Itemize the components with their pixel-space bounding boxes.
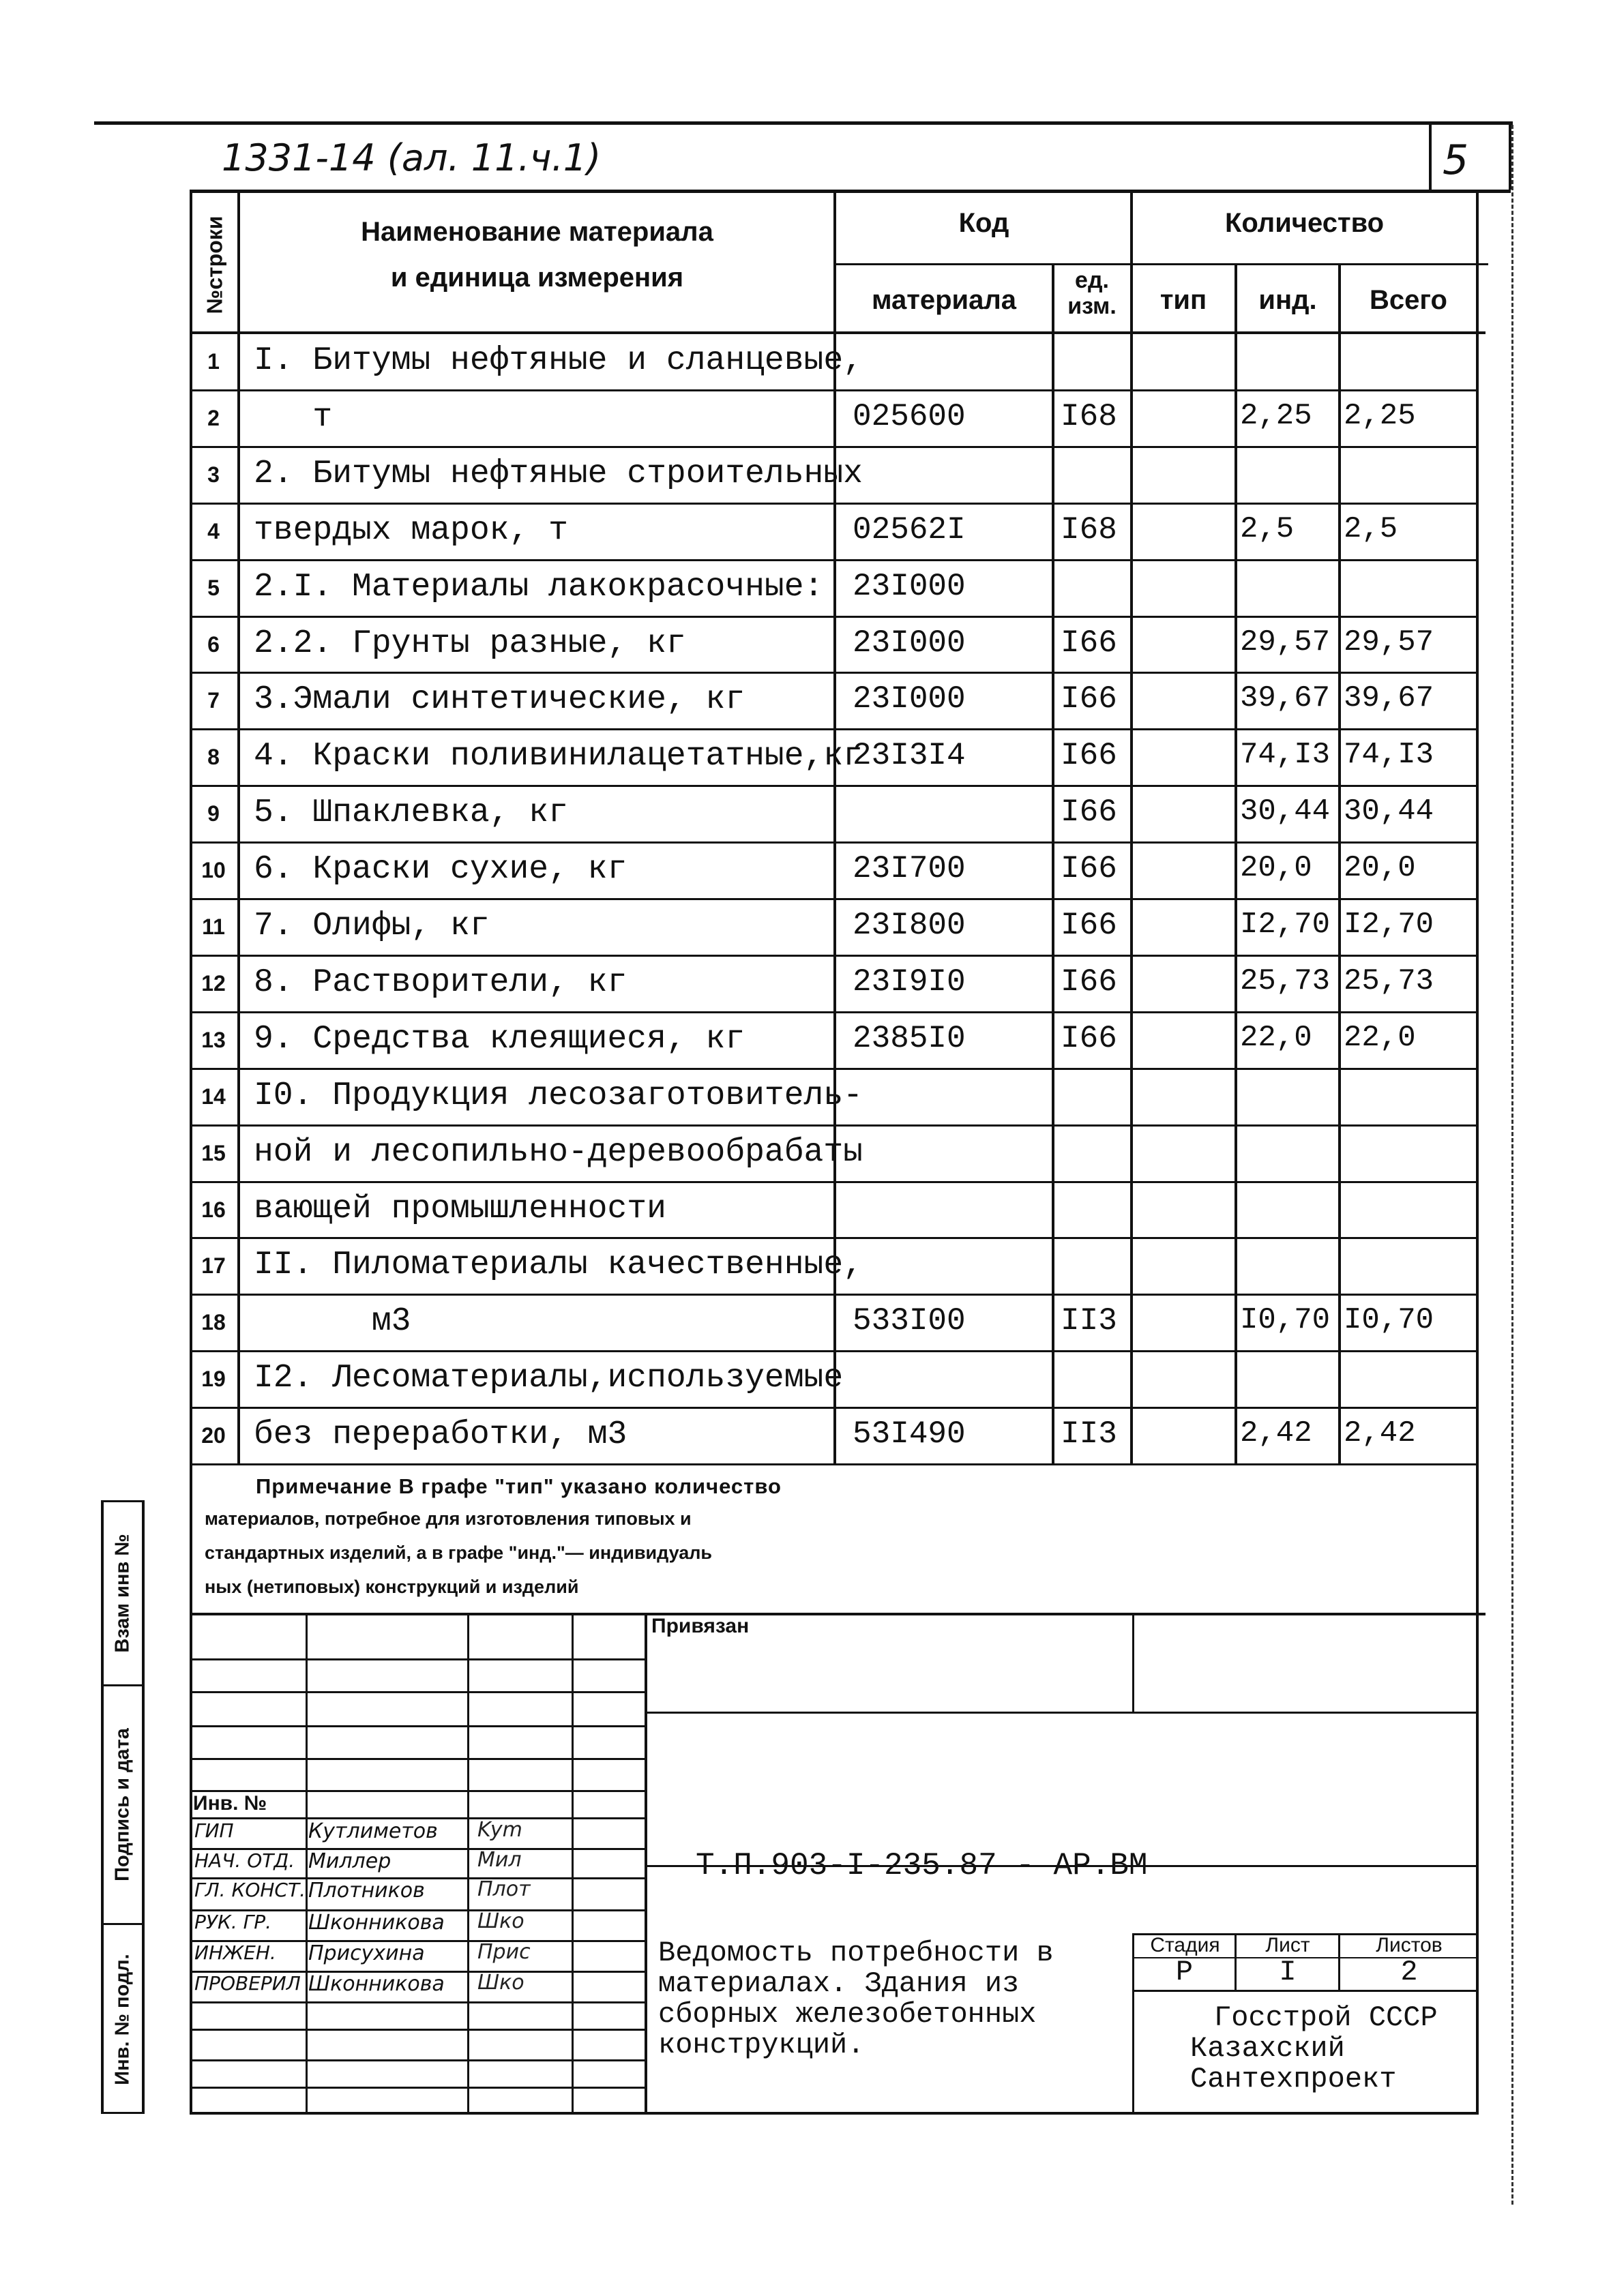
row-cell-code: 025600 [853,399,966,434]
name-header-2: и единица измерения [390,263,684,293]
strip-inner [142,1500,145,2114]
row-cell-ind: 39,67 [1240,681,1331,715]
person-name: Шконникова [308,1972,445,1996]
row-cell-total: 39,67 [1344,681,1434,715]
row-cell-unit: II3 [1061,1303,1117,1339]
row-number: 16 [201,1197,226,1222]
row-cell-total: 2,25 [1344,399,1416,433]
page-number-box-left [1429,125,1432,190]
person-name: Присухина [308,1941,425,1965]
row-separator [190,616,1479,618]
row-cell-ind: 2,42 [1240,1416,1312,1450]
person-role: ИНЖЕН. [194,1941,276,1964]
row-cell-name: I0. Продукция лесозаготовитель- [254,1077,863,1114]
row-number: 4 [207,519,220,543]
title-line-2: материалах. Здания из [658,1967,1020,2000]
row-cell-ind: 20,0 [1240,851,1312,885]
row-cell-ind: I2,70 [1240,908,1331,942]
row-number: 19 [201,1367,226,1391]
row-cell-ind: 30,44 [1240,794,1331,829]
row-separator [190,728,1479,730]
row-cell-name: 2. Битумы нефтяные строительных [254,456,863,492]
rows-header-wrap [191,198,236,331]
row-number: 6 [207,632,220,657]
title-line-1: Ведомость потребности в [658,1937,1054,1969]
strip-outer [101,1500,104,2114]
row-cell-name: вающей промышленности [254,1191,666,1227]
row-cell-total: 74,I3 [1344,738,1434,772]
row-cell-ind: 2,25 [1240,399,1312,433]
stamp-grid-line [190,2001,647,2003]
stamp-right [1476,1465,1479,2114]
vline-rows [237,190,240,1465]
signature: Kym [477,1818,522,1842]
stamp-grid-line [190,2059,647,2061]
row-cell-total: 25,73 [1344,964,1434,998]
row-cell-unit: I66 [1061,681,1117,717]
row-cell-total: 22,0 [1344,1021,1416,1055]
row-cell-ind: 29,57 [1240,625,1331,659]
row-cell-name: 2.I. Материалы лакокрасочные: [254,569,824,606]
row-cell-name: без переработки, м3 [254,1416,627,1453]
row-cell-name: т [254,399,333,436]
title-line-4: конструкций. [658,2029,865,2061]
row-cell-code: 53I490 [853,1416,966,1452]
signature: Прис [477,1940,531,1964]
attached-right [1132,1613,1134,1712]
stamp-grid-line [190,1658,647,1660]
row-cell-ind: 25,73 [1240,964,1331,998]
row-number: 2 [207,406,220,430]
row-cell-code: 23I9I0 [853,964,966,1000]
code-material-header: материала [871,285,1017,315]
row-separator [190,1068,1479,1070]
row-cell-unit: I66 [1061,625,1117,661]
row-separator [190,1181,1479,1183]
row-separator [190,446,1479,448]
row-cell-total: I0,70 [1344,1303,1434,1337]
row-separator [190,785,1479,787]
row-cell-total: I2,70 [1344,908,1434,942]
row-separator [190,898,1479,900]
info-row-3 [1132,1990,1479,1992]
row-cell-name: 7. Олифы, кг [254,908,490,944]
person-role: ГЛ. КОНСТ. [194,1879,306,1901]
row-cell-name: твердых марок, т [254,512,568,549]
signature: Шко [477,1909,524,1933]
row-separator [190,955,1479,957]
note-line-2: материалов, потребное для изготовления типовых и [205,1508,692,1529]
row-number: 15 [201,1141,226,1165]
qty-total-header: Всего [1370,285,1447,315]
margin-dash-line [1511,125,1513,2205]
sheets-value: 2 [1400,1956,1418,1988]
name-header-1: Наименование материала [361,217,713,247]
row-cell-ind: 74,I3 [1240,738,1331,772]
code-header: Код [958,208,1009,238]
row-cell-name: 6. Краски сухие, кг [254,851,627,888]
stamp-col-3 [572,1613,574,2114]
row-cell-name: II. Пиломатериалы качественные, [254,1247,863,1283]
row-cell-unit: I68 [1061,512,1117,548]
row-cell-code: 02562I [853,512,966,548]
row-number: 7 [207,688,220,713]
row-separator [190,1011,1479,1013]
row-cell-unit: I66 [1061,964,1117,1000]
row-cell-name: I. Битумы нефтяные и сланцевые, [254,342,863,379]
top-border [94,121,1513,125]
side-label-2: Подпись и дата [111,1728,134,1881]
signature: Мил [477,1848,522,1872]
note-line-3: стандартных изделий, а в графе "инд."— индивидуаль [205,1542,713,1563]
row-separator [190,841,1479,844]
row-cell-total: 2,42 [1344,1416,1416,1450]
stamp-bottom [190,2112,1479,2115]
row-cell-code: 23I700 [853,851,966,886]
row-cell-name: 3.Эмали синтетические, кг [254,681,745,718]
designation: Т.П.903-I-235.87 - АР.ВМ [696,1848,1148,1883]
row-cell-total: 29,57 [1344,625,1434,659]
sheets-label: Листов [1376,1934,1443,1956]
stamp-grid-line [190,2087,647,2089]
qty-type-header: тип [1159,285,1207,315]
stage-label: Стадия [1150,1934,1220,1956]
doc-ref: 1331-14 (ал. 11.ч.1) [222,136,602,179]
rows-header: №строки [202,215,227,314]
row-cell-code: 23I000 [853,625,966,661]
vline-code [1052,263,1054,1465]
row-number: 5 [207,576,220,600]
person-role: РУК. ГР. [194,1911,272,1933]
row-number: 11 [202,914,225,939]
row-cell-name: 2.2. Грунты разные, кг [254,625,686,662]
row-cell-unit: I68 [1061,399,1117,434]
person-name: Шконникова [308,1911,445,1935]
row-separator [190,1237,1479,1239]
row-separator [190,672,1479,674]
row-separator [190,1407,1479,1409]
person-role: НАЧ. ОТД. [194,1849,295,1872]
signature: Плот [477,1877,531,1901]
stamp-left [190,1465,192,2114]
inv-label: Инв. № [193,1792,267,1815]
row-cell-ind: 22,0 [1240,1021,1312,1055]
row-cell-code: 23I3I4 [853,738,966,773]
row-cell-unit: I66 [1061,1021,1117,1056]
row-cell-unit: I66 [1061,851,1117,886]
person-name: Миллер [308,1849,391,1873]
qty-header: Количество [1224,208,1385,238]
org-line-1: Госстрой СССР [1214,2001,1438,2034]
row-cell-unit: II3 [1061,1416,1117,1452]
row-separator [190,389,1479,391]
row-number: 14 [201,1084,226,1109]
row-cell-name: 5. Шпаклевка, кг [254,794,568,831]
row-cell-name: м3 [254,1303,411,1340]
row-cell-name: I2. Лесоматериалы,используемые [254,1360,844,1397]
row-cell-unit: I66 [1061,908,1117,943]
row-number: 18 [201,1310,226,1335]
sheet-label: Лист [1265,1934,1310,1956]
row-number: 8 [207,745,220,769]
row-cell-ind: 2,5 [1240,512,1295,546]
stamp-top [190,1613,1486,1615]
row-cell-code: 23I800 [853,908,966,943]
row-number: 10 [201,858,226,882]
row-cell-name: ной и лесопильно-деревообрабаты [254,1134,863,1171]
row-number: 13 [201,1028,226,1052]
row-number: 17 [201,1253,226,1278]
row-cell-name: 8. Растворители, кг [254,964,627,1001]
row-separator [190,1350,1479,1352]
row-number: 12 [201,971,226,996]
row-cell-unit: I66 [1061,738,1117,773]
row-cell-unit: I66 [1061,794,1117,830]
row-cell-code: 23I000 [853,681,966,717]
qty-ind-header: инд. [1258,285,1317,315]
person-role: ПРОВЕРИЛ [194,1972,301,1995]
org-line-2: Казахский [1190,2032,1345,2065]
vline-unit [1130,190,1133,1465]
side-label-1: Взам инв № [111,1534,134,1653]
person-role: ГИП [194,1819,234,1842]
row-cell-total: 2,5 [1344,512,1398,546]
page-number: 5 [1443,136,1469,184]
row-cell-name: 4. Краски поливинилацетатные,кг [254,738,863,775]
strip-top [101,1500,145,1502]
row-separator [190,559,1479,561]
row-cell-code: 533I00 [853,1303,966,1339]
row-cell-code: 2385I0 [853,1021,966,1056]
code-unit-header: ед. изм. [1067,267,1117,319]
stage-value: Р [1175,1956,1194,1988]
note-line-4: ных (нетиповых) конструкций и изделий [205,1577,579,1597]
row-separator [190,503,1479,505]
row-number: 9 [207,801,220,826]
row-cell-total: 20,0 [1344,851,1416,885]
stamp-col-1 [306,1613,308,2114]
row-cell-name: 9. Средства клеящиеся, кг [254,1021,745,1058]
stamp-grid-line [190,1758,647,1760]
row-cell-code: 23I000 [853,569,966,604]
sheet-value: I [1279,1956,1297,1988]
org-line-3: Сантехпроект [1190,2063,1397,2096]
stamp-col-2 [467,1613,469,2114]
row-separator [190,1124,1479,1127]
stamp-col-4 [645,1613,647,2114]
row-number: 3 [207,462,220,487]
row-cell-total: 30,44 [1344,794,1434,829]
person-name: Кутлиметов [308,1819,438,1843]
row-cell-ind: I0,70 [1240,1303,1331,1337]
stamp-grid-line [190,1725,647,1727]
note-line-1: Примечание В графе "тип" указано количество [256,1474,782,1498]
title-line-3: сборных железобетонных [658,1998,1037,2031]
row-number: 20 [201,1423,226,1448]
side-label-3: Инв. № подл. [111,1954,134,2085]
person-name: Плотников [308,1879,425,1903]
stamp-grid-line [190,2029,647,2031]
header-bottom [190,331,1486,334]
row-number: 1 [207,349,220,374]
vline-right [1476,190,1479,1465]
row-separator [190,1294,1479,1296]
table-top [190,190,1511,193]
row-separator [190,1463,1479,1465]
stamp-grid-line [190,1691,647,1693]
vline-ind [1338,263,1341,1465]
vline-type [1235,263,1237,1465]
attached-label: Привязан [651,1615,750,1637]
strip-div-1 [101,1684,145,1686]
stamp-mid-1 [645,1712,1479,1714]
signature: Шко [477,1971,524,1995]
code-header-mid [833,263,1488,265]
